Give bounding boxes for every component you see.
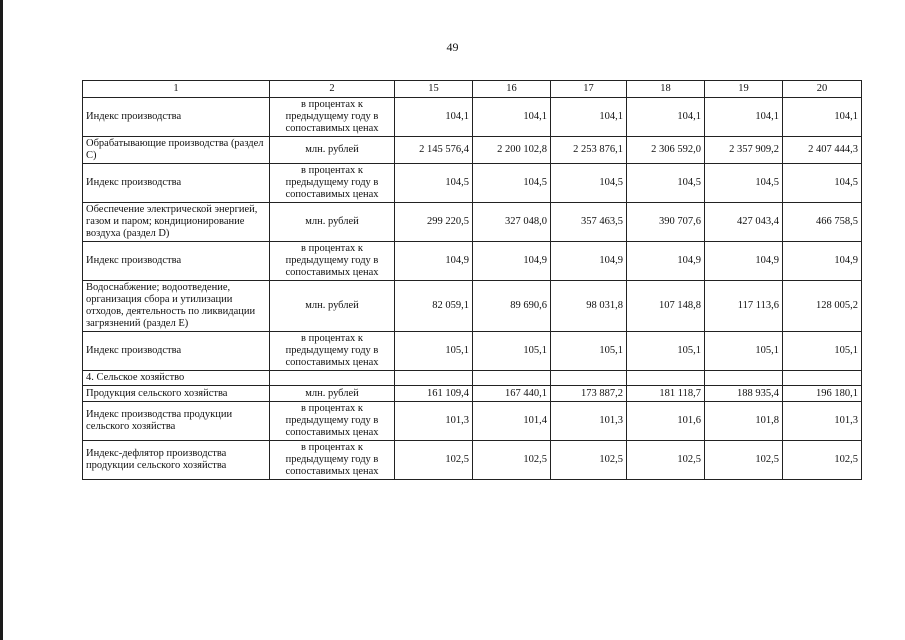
value-cell: 102,5 — [627, 441, 705, 480]
unit-cell: млн. рублей — [270, 386, 395, 402]
column-header: 15 — [395, 81, 473, 98]
unit-cell: в процентах к предыдущему году в сопоставимых ценах — [270, 402, 395, 441]
column-header: 20 — [783, 81, 862, 98]
indicator-name: Индекс производства — [83, 164, 270, 203]
value-cell: 101,8 — [705, 402, 783, 441]
value-cell: 104,9 — [395, 242, 473, 281]
value-cell: 181 118,7 — [627, 386, 705, 402]
table-row — [83, 137, 862, 164]
value-cell: 105,1 — [627, 332, 705, 371]
empty-cell — [551, 371, 627, 386]
value-cell: 299 220,5 — [395, 203, 473, 242]
value-cell: 102,5 — [473, 441, 551, 480]
value-cell: 104,1 — [473, 98, 551, 137]
value-cell: 2 200 102,8 — [473, 137, 551, 164]
table-row — [83, 332, 862, 371]
indicator-name: Обрабатывающие производства (раздел C) — [83, 137, 270, 164]
value-cell: 104,5 — [705, 164, 783, 203]
value-cell: 104,9 — [705, 242, 783, 281]
table-row — [83, 402, 862, 441]
column-header: 17 — [551, 81, 627, 98]
column-header: 19 — [705, 81, 783, 98]
indicator-name: Индекс производства — [83, 98, 270, 137]
value-cell: 102,5 — [551, 441, 627, 480]
value-cell: 188 935,4 — [705, 386, 783, 402]
empty-cell — [395, 371, 473, 386]
value-cell: 117 113,6 — [705, 281, 783, 332]
indicator-name: Индекс производства продукции сельского хозяйства — [83, 402, 270, 441]
value-cell: 101,3 — [783, 402, 862, 441]
indicator-name: Индекс производства — [83, 332, 270, 371]
unit-cell: в процентах к предыдущему году в сопоставимых ценах — [270, 441, 395, 480]
value-cell: 105,1 — [705, 332, 783, 371]
table-row — [83, 203, 862, 242]
value-cell: 104,1 — [551, 98, 627, 137]
unit-cell: млн. рублей — [270, 281, 395, 332]
page-left-edge — [0, 0, 3, 640]
column-header: 16 — [473, 81, 551, 98]
value-cell: 102,5 — [395, 441, 473, 480]
indicator-name: Индекс-дефлятор производства продукции сельского хозяйства — [83, 441, 270, 480]
value-cell: 82 059,1 — [395, 281, 473, 332]
value-cell: 104,5 — [783, 164, 862, 203]
table-row — [83, 386, 862, 402]
value-cell: 128 005,2 — [783, 281, 862, 332]
value-cell: 390 707,6 — [627, 203, 705, 242]
column-header: 1 — [83, 81, 270, 98]
unit-cell: в процентах к предыдущему году в сопоставимых ценах — [270, 164, 395, 203]
value-cell: 161 109,4 — [395, 386, 473, 402]
value-cell: 104,1 — [705, 98, 783, 137]
value-cell: 105,1 — [783, 332, 862, 371]
unit-cell: в процентах к предыдущему году в сопоставимых ценах — [270, 332, 395, 371]
empty-cell — [705, 371, 783, 386]
value-cell: 173 887,2 — [551, 386, 627, 402]
section-row — [83, 371, 862, 386]
indicator-name: Продукция сельского хозяйства — [83, 386, 270, 402]
value-cell: 327 048,0 — [473, 203, 551, 242]
indicator-name: Обеспечение электрической энергией, газом и паром; кондиционирование воздуха (раздел D) — [83, 203, 270, 242]
value-cell: 98 031,8 — [551, 281, 627, 332]
section-title: 4. Сельское хозяйство — [83, 371, 270, 386]
table-row — [83, 164, 862, 203]
column-header: 2 — [270, 81, 395, 98]
value-cell: 102,5 — [705, 441, 783, 480]
value-cell: 104,1 — [627, 98, 705, 137]
value-cell: 101,3 — [551, 402, 627, 441]
value-cell: 2 357 909,2 — [705, 137, 783, 164]
value-cell: 104,5 — [395, 164, 473, 203]
value-cell: 101,6 — [627, 402, 705, 441]
header-row — [83, 81, 862, 98]
indicator-name: Индекс производства — [83, 242, 270, 281]
value-cell: 105,1 — [473, 332, 551, 371]
value-cell: 101,3 — [395, 402, 473, 441]
value-cell: 2 407 444,3 — [783, 137, 862, 164]
value-cell: 105,1 — [551, 332, 627, 371]
value-cell: 104,1 — [783, 98, 862, 137]
unit-cell: млн. рублей — [270, 203, 395, 242]
empty-cell — [270, 371, 395, 386]
indicator-name: Водоснабжение; водоотведение, организация сбора и утилизации отходов, деятельность по ликвидации загрязнений (раздел E) — [83, 281, 270, 332]
page-number: 49 — [446, 40, 459, 54]
value-cell: 104,9 — [627, 242, 705, 281]
empty-cell — [473, 371, 551, 386]
value-cell: 89 690,6 — [473, 281, 551, 332]
value-cell: 104,9 — [473, 242, 551, 281]
value-cell: 2 306 592,0 — [627, 137, 705, 164]
value-cell: 2 145 576,4 — [395, 137, 473, 164]
value-cell: 102,5 — [783, 441, 862, 480]
value-cell: 427 043,4 — [705, 203, 783, 242]
empty-cell — [627, 371, 705, 386]
value-cell: 104,5 — [473, 164, 551, 203]
value-cell: 101,4 — [473, 402, 551, 441]
table-row — [83, 281, 862, 332]
column-header: 18 — [627, 81, 705, 98]
table-row — [83, 98, 862, 137]
value-cell: 196 180,1 — [783, 386, 862, 402]
value-cell: 466 758,5 — [783, 203, 862, 242]
unit-cell: в процентах к предыдущему году в сопоставимых ценах — [270, 242, 395, 281]
value-cell: 105,1 — [395, 332, 473, 371]
value-cell: 104,5 — [551, 164, 627, 203]
value-cell: 107 148,8 — [627, 281, 705, 332]
table-body — [83, 81, 862, 480]
table-row — [83, 441, 862, 480]
unit-cell: в процентах к предыдущему году в сопоставимых ценах — [270, 98, 395, 137]
value-cell: 104,9 — [783, 242, 862, 281]
indicators-table — [82, 80, 862, 480]
table-row — [83, 242, 862, 281]
value-cell: 357 463,5 — [551, 203, 627, 242]
unit-cell: млн. рублей — [270, 137, 395, 164]
value-cell: 104,5 — [627, 164, 705, 203]
empty-cell — [783, 371, 862, 386]
value-cell: 2 253 876,1 — [551, 137, 627, 164]
value-cell: 104,1 — [395, 98, 473, 137]
value-cell: 104,9 — [551, 242, 627, 281]
value-cell: 167 440,1 — [473, 386, 551, 402]
